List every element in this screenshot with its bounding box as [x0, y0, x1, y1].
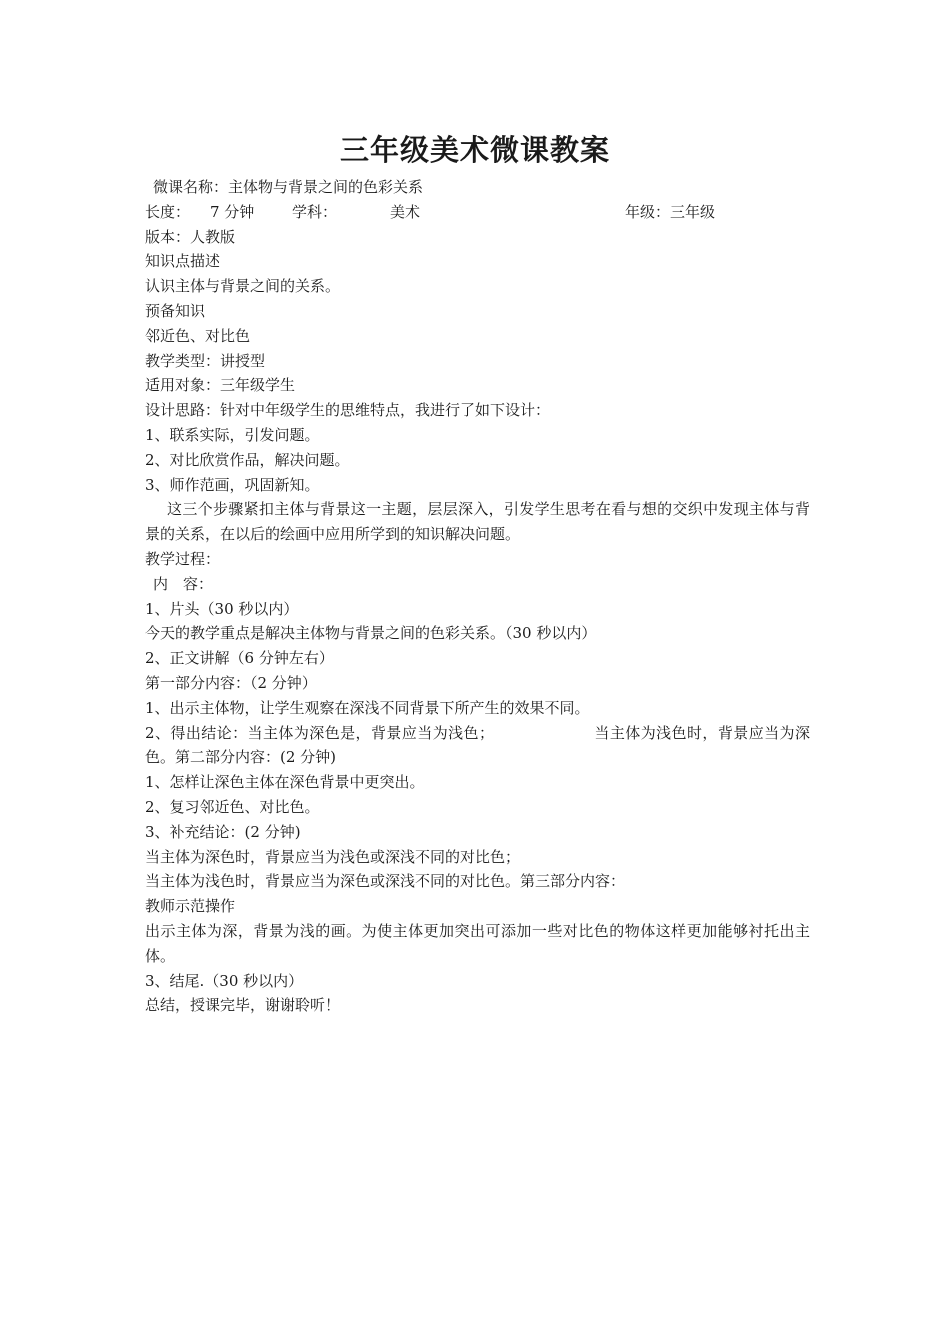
subject-label: 学科：	[292, 202, 338, 221]
part-1-item-2b: 当主体为浅色时，背景应当为深色。第二部分内容：(2 分钟)	[145, 723, 810, 767]
length-label: 长度：	[145, 202, 191, 221]
section-2-title: 2、正文讲解（6 分钟左右）	[145, 649, 334, 668]
part-2-item-3: 3、补充结论：(2 分钟)	[145, 822, 301, 841]
knowledge-heading: 知识点描述	[145, 252, 221, 271]
length-value: 7 分钟	[210, 202, 255, 221]
prereq-heading: 预备知识	[145, 301, 206, 320]
part-2-item-2: 2、复习邻近色、对比色。	[145, 797, 320, 816]
knowledge-text: 认识主体与背景之间的关系。	[145, 277, 341, 296]
process-heading: 教学过程：	[145, 549, 221, 568]
design-step: 2、对比欣赏作品，解决问题。	[145, 450, 350, 469]
closing-text: 总结，授课完毕，谢谢聆听！	[145, 996, 341, 1015]
edition: 版本：人教版	[145, 227, 236, 246]
part-1-item-2	[145, 721, 810, 771]
teach-type: 教学类型：讲授型	[145, 351, 266, 370]
document-body	[145, 175, 810, 1018]
demo-heading: 教师示范操作	[145, 897, 236, 916]
design-paragraph: 这三个步骤紧扣主体与背景这一主题，层层深入，引发学生思考在看与想的交织中发现主体与背景的关系，在以后的绘画中应用所学到的知识解决问题。	[145, 500, 810, 544]
meta-row	[145, 200, 810, 225]
course-name: 微课名称：主体物与背景之间的色彩关系	[153, 178, 424, 196]
part-1-title: 第一部分内容：（2 分钟）	[145, 673, 317, 692]
part-1-item-1: 1、出示主体物，让学生观察在深浅不同背景下所产生的效果不同。	[145, 698, 590, 717]
section-1-text: 今天的教学重点是解决主体物与背景之间的色彩关系。（30 秒以内）	[145, 624, 597, 643]
page-title: 三年级美术微课教案	[339, 133, 610, 167]
audience: 适用对象：三年级学生	[145, 376, 296, 395]
design-intro: 设计思路：针对中年级学生的思维特点，我进行了如下设计：	[145, 401, 551, 420]
section-1-title: 1、片头（30 秒以内）	[145, 599, 299, 618]
prereq-text: 邻近色、对比色	[145, 326, 251, 345]
part-1-item-2a: 2、得出结论：当主体为深色是，背景应当为浅色；	[145, 723, 494, 742]
part-2-item-1: 1、怎样让深色主体在深色背景中更突出。	[145, 773, 425, 792]
design-step: 1、联系实际，引发问题。	[145, 425, 320, 444]
grade-value: 年级：三年级	[625, 202, 716, 221]
design-step: 3、师作范画，巩固新知。	[145, 475, 320, 494]
conclusion-1: 当主体为深色时，背景应当为浅色或深浅不同的对比色；	[145, 847, 521, 866]
content-label: 内 容：	[153, 574, 214, 593]
conclusion-2: 当主体为浅色时，背景应当为深色或深浅不同的对比色。第三部分内容：	[145, 872, 626, 891]
demo-text: 出示主体为深，背景为浅的画。为使主体更加突出可添加一些对比色的物体这样更加能够衬托出主体。	[145, 921, 810, 965]
section-3-title: 3、结尾.（30 秒以内）	[145, 971, 304, 990]
subject-value: 美术	[390, 202, 421, 221]
